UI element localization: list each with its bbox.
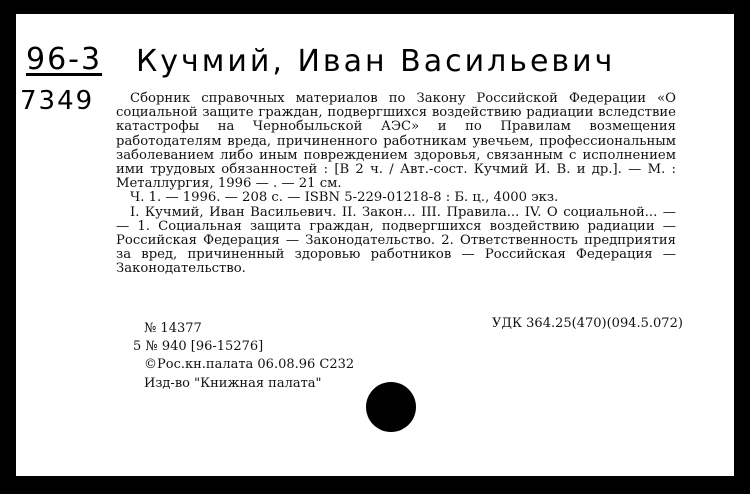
- catalog-card: [16, 14, 734, 476]
- publisher-line: Изд-во "Книжная палата": [144, 376, 322, 391]
- udc-code: УДК 364.25(470)(094.5.072): [492, 316, 683, 331]
- book-chamber-line: ©Рос.кн.палата 06.08.96 С232: [144, 357, 355, 372]
- volume-line: Ч. 1. — 1996. — 208 с. — ISBN 5-229-01218-8 : Б. ц., 4000 экз.: [130, 190, 559, 206]
- subject-headings: I. Кучмий, Иван Васильевич. II. Закон... III. Правила... IV. О социальной... — — 1. Социальная защита граждан, подвергшихся воздействию радиации — Российская Федерация — Законодательство. 2. Ответственность предприятия за вред, причиненный здоровью работников — Российская Федерация — Законодательство.: [116, 204, 676, 277]
- record-number: № 14377: [144, 321, 202, 336]
- card-body: [116, 92, 676, 277]
- order-number: 5 № 940 [96-15276]: [133, 339, 264, 354]
- call-number-line2: 7349: [20, 86, 95, 116]
- bibliographic-description: Сборник справочных материалов по Закону Российской Федерации «О социальной защите граждан, подвергшихся воздействию радиации вследствие катастрофы на Чернобыльской АЭС» и по Правилам возмещения работодателям вреда, причиненного работникам увечьем, профессиональным заболеванием либо иным повреждением здоровья, связанным с исполнением ими трудовых обязанностей : [В 2 ч. / Авт.-сост. Кучмий И. В. и др.]. — М. : Металлургия, 1996 — . — 21 см.: [116, 91, 676, 192]
- handwritten-author: Кучмий, Иван Васильевич: [136, 44, 616, 79]
- punch-hole: [366, 382, 416, 432]
- call-number-line1: 96-3: [26, 42, 103, 77]
